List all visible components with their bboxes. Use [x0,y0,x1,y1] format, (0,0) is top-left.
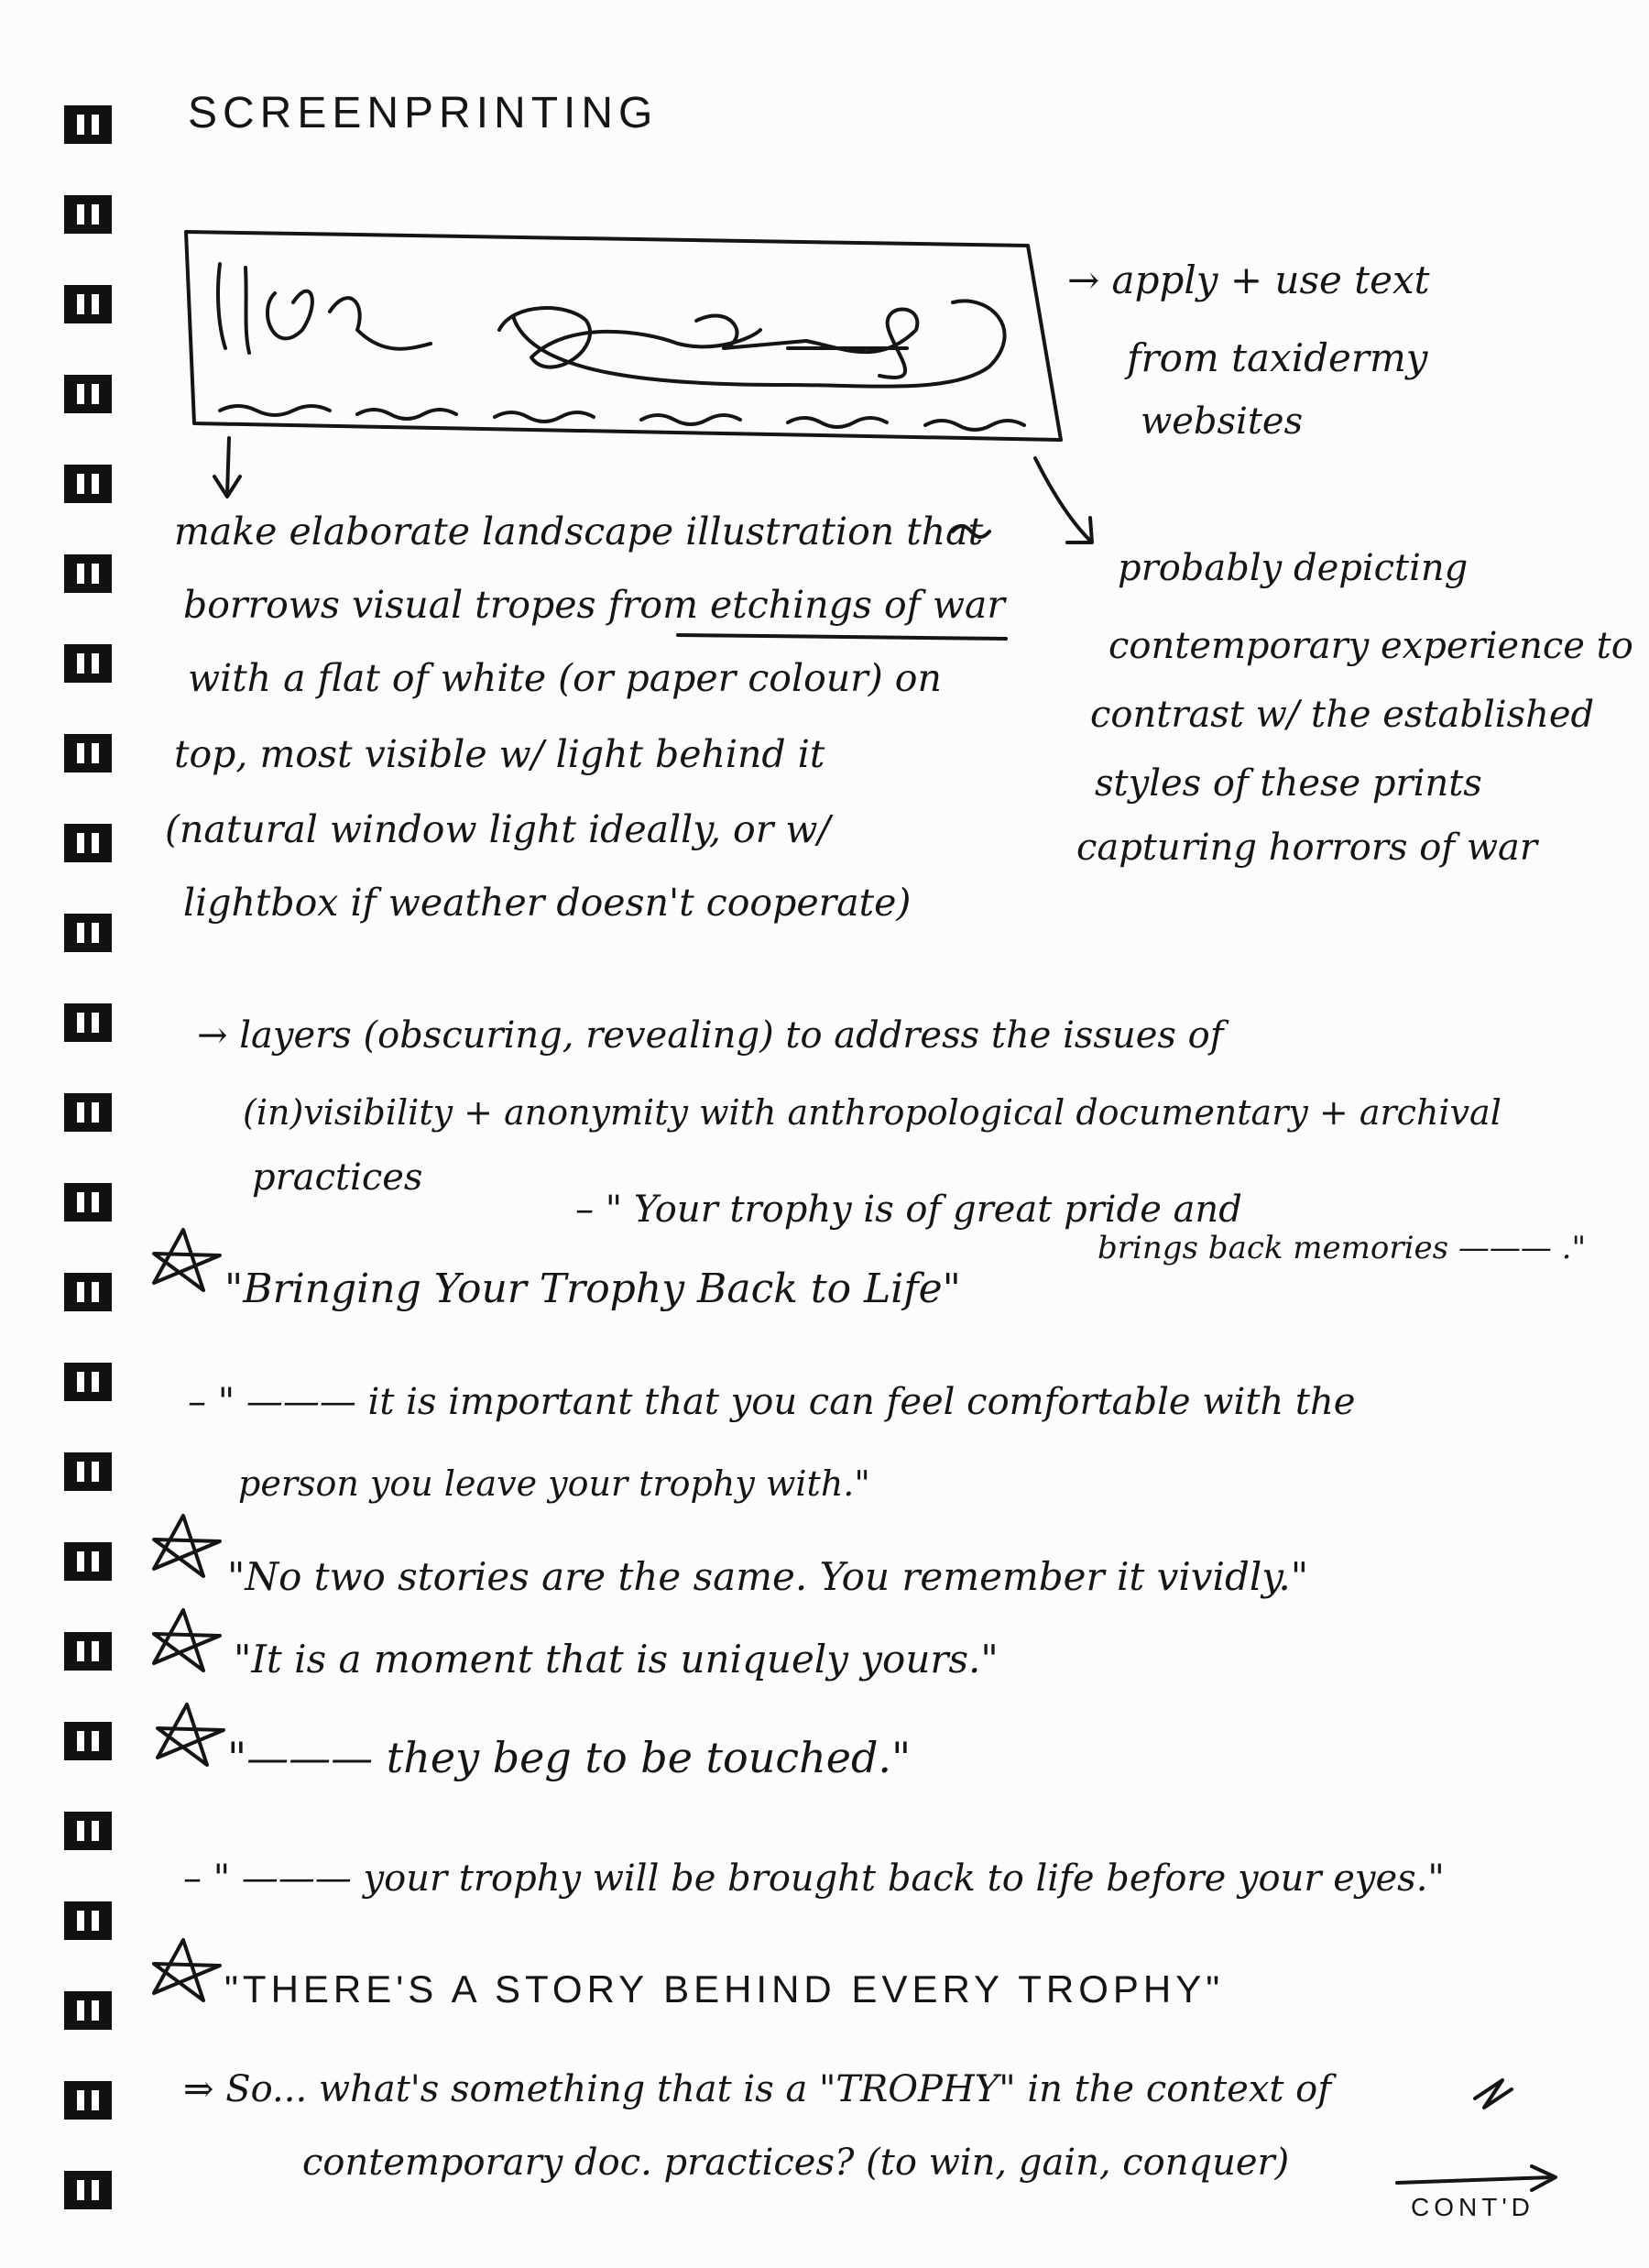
quote-important-cont: person you leave your trophy with." [238,1463,870,1504]
page-title: SCREENPRINTING [188,89,659,137]
side-note-line: contrast w/ the established [1090,694,1595,736]
sketch-wave [641,415,740,424]
sketch-squiggle [246,268,249,353]
sketch-wave [925,421,1024,430]
sketch-squiggle [330,298,431,349]
underline [678,635,1006,639]
scribble [1475,2080,1512,2108]
sketch-frame [186,232,1061,440]
paragraph-line: top, most visible w/ light behind it [174,732,825,776]
layers-note-line: (in)visibility + anonymity with anthropological documentary + archival [243,1092,1502,1133]
side-note-line: probably depicting [1118,547,1469,589]
quote-pride: – " Your trophy is of great pride and [575,1189,1242,1231]
sketch-note-line: websites [1141,400,1304,443]
quote-story: "THERE'S A STORY BEHIND EVERY TROPHY" [224,1967,1225,2011]
arrow-down-icon [227,438,229,495]
sketch-wave [495,412,594,422]
side-note-line: styles of these prints [1095,762,1482,805]
quote-touched: "——— they beg to be touched." [227,1733,912,1782]
quote-bringing: "Bringing Your Trophy Back to Life" [224,1265,961,1312]
arrow-right-icon [1035,458,1090,541]
question-line: ⇒ So... what's something that is a "TROPHY" in the context of [183,2068,1332,2110]
sketch-wave [220,406,330,415]
side-note-line: contemporary experience to [1108,625,1633,667]
star-icon [158,1704,224,1765]
layers-note-line: practices [252,1156,423,1199]
paragraph-line: with a flat of white (or paper colour) on [188,656,942,700]
contd-label: CONT'D [1411,2193,1534,2221]
sketch-squiggle [268,291,312,339]
quote-stories: "No two stories are the same. You remember it vividly." [227,1554,1309,1599]
sketch-note-line: from taxidermy [1127,335,1428,380]
paragraph-line: make elaborate landscape illustration that [174,509,984,553]
star-icon [154,1940,220,2000]
sketch-squiggle [218,264,225,348]
quote-important: – " ——— it is important that you can feel comfortable with the [188,1381,1356,1423]
arrow-right-icon [1397,2177,1553,2183]
side-note-line: capturing horrors of war [1076,827,1538,869]
paragraph-line: lightbox if weather doesn't cooperate) [183,881,912,925]
star-icon [154,1230,220,1290]
paragraph-line: borrows visual tropes from etchings of war [183,583,1005,627]
star-icon [154,1516,220,1576]
quote-eyes: – " ——— your trophy will be brought back to life before your eyes." [183,1857,1445,1900]
star-icon [154,1610,220,1671]
sketch-wave [788,418,887,427]
layers-note-line: → layers (obscuring, revealing) to address the issues of [197,1014,1224,1057]
quote-pride-cont: brings back memories ——— ." [1098,1230,1587,1266]
paragraph-line: (natural window light ideally, or w/ [165,807,831,851]
sketch-note-line: → apply + use text [1067,257,1430,302]
sketch-wave [357,410,456,419]
question-line: contemporary doc. practices? (to win, gain, conquer) [302,2142,1290,2184]
quote-moment: "It is a moment that is uniquely yours." [234,1637,999,1682]
